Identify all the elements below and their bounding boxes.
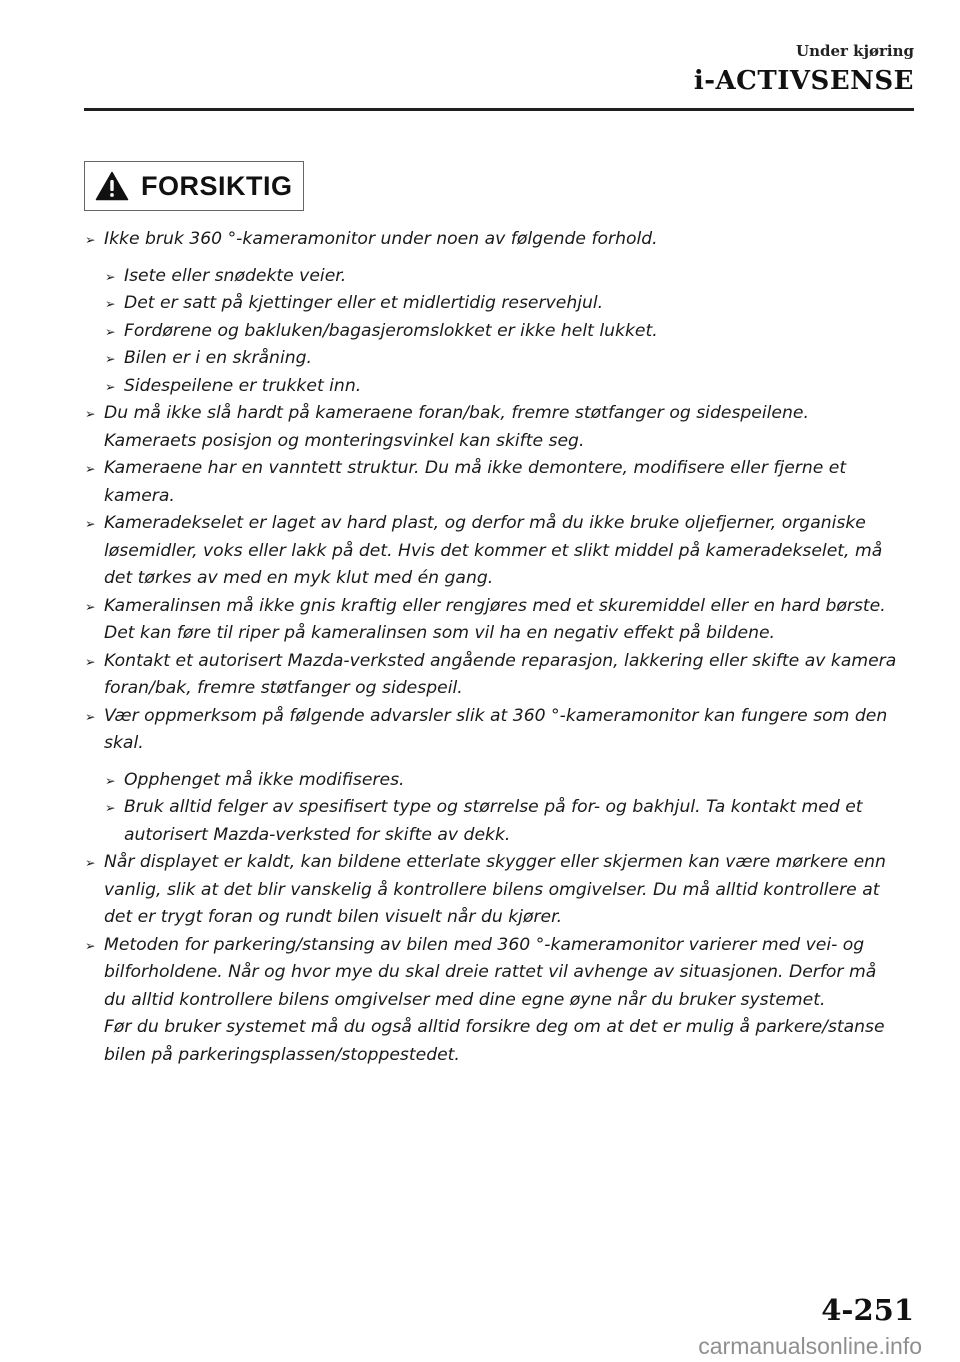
- item-text-line: skal.: [104, 733, 144, 753]
- item-text-line: det er trygt foran og rundt bilen visuelt når du kjører.: [104, 907, 563, 927]
- sub-list-item: [104, 767, 919, 795]
- item-text-line: bilen på parkeringsplassen/stoppestedet.: [104, 1044, 460, 1065]
- item-text-line: Kameradekselet er laget av hard plast, og derfor må du ikke bruke oljefjerner, organiske: [104, 513, 866, 533]
- item-text-line: Sidespeilene er trukket inn.: [124, 375, 362, 396]
- item-text-line: foran/bak, fremre støtfanger og sidespeil.: [104, 678, 463, 698]
- bullet-arrow-icon: ➢: [105, 378, 116, 394]
- item-text-line: Når displayet er kaldt, kan bildene etterlate skygger eller skjermen kan være mørkere enn: [104, 852, 886, 872]
- bullet-arrow-icon: ➢: [85, 461, 96, 476]
- item-text-line: Kontakt et autorisert Mazda-verksted angående reparasjon, lakkering eller skifte av kamera: [104, 650, 897, 671]
- bullet-arrow-icon: ➢: [85, 855, 96, 870]
- item-text-line: Opphenget må ikke modifiseres.: [124, 769, 405, 790]
- sub-list-item: [104, 290, 919, 318]
- list-item: [84, 226, 919, 254]
- item-text-line: Det kan føre til riper på kameralinsen som vil ha en negativ effekt på bildene.: [104, 623, 776, 643]
- item-text-line: autorisert Mazda-verksted for skifte av dekk.: [124, 824, 511, 845]
- item-text-line: Vær oppmerksom på følgende advarsler slik at 360 °-kameramonitor kan fungere som den: [104, 705, 888, 726]
- sub-list-item: [104, 345, 919, 373]
- list-item: [84, 455, 919, 510]
- bullet-arrow-icon: ➢: [105, 772, 116, 788]
- chapter-title: Under kjøring: [796, 42, 914, 60]
- item-text-line: Metoden for parkering/stansing av bilen med 360 °-kameramonitor varierer med vei- og: [104, 934, 865, 955]
- bullet-arrow-icon: ➢: [85, 708, 96, 724]
- caution-label: FORSIKTIG: [141, 170, 293, 201]
- running-header: [694, 42, 914, 96]
- header-rule: [84, 108, 914, 111]
- list-item: [84, 593, 919, 648]
- item-text-line: kamera.: [104, 485, 175, 506]
- sub-list-item: [104, 794, 919, 849]
- item-text-line: Kameralinsen må ikke gnis kraftig eller rengjøres med et skuremiddel eller en hard børste.: [104, 595, 886, 616]
- bullet-arrow-icon: ➢: [105, 351, 116, 366]
- item-text-line: løsemidler, voks eller lakk på det. Hvis det kommer et slikt middel på kameradekselet, må: [104, 540, 883, 561]
- item-text-line: Fordørene og bakluken/bagasjeromslokket er ikke helt lukket.: [124, 320, 658, 341]
- item-text-line: du alltid kontrollere bilens omgivelser med dine egne øyne når du bruker systemet.: [104, 989, 826, 1010]
- sub-list-item: [104, 318, 919, 346]
- sub-list-item: [104, 373, 919, 401]
- bullet-arrow-icon: ➢: [85, 653, 96, 669]
- watermark-link[interactable]: carmanualsonline.info: [698, 1333, 922, 1359]
- item-text-line: Før du bruker systemet må du også alltid forsikre deg om at det er mulig å parkere/stanse: [104, 1017, 885, 1037]
- item-text-line: bilforholdene. Når og hvor mye du skal dreie rattet vil avhenge av situasjonen. Derfor må: [104, 962, 877, 982]
- item-text-line: Ikke bruk 360 °-kameramonitor under noen av følgende forhold.: [104, 229, 658, 249]
- item-text-line: Isete eller snødekte veier.: [124, 265, 347, 286]
- item-text-line: Kameraets posisjon og monteringsvinkel kan skifte seg.: [104, 430, 585, 451]
- bullet-arrow-icon: ➢: [85, 937, 96, 953]
- item-text-line: det tørkes av med en myk klut med én gang.: [104, 568, 494, 588]
- sub-list-item: [104, 263, 919, 291]
- bullet-arrow-icon: ➢: [105, 296, 116, 311]
- list-item: [84, 400, 919, 455]
- list-item: [84, 849, 919, 932]
- page-number: 4-251: [821, 1293, 914, 1327]
- list-item: [84, 932, 919, 1070]
- bullet-arrow-icon: ➢: [85, 516, 96, 531]
- item-text-line: Bilen er i en skråning.: [124, 348, 312, 368]
- warning-triangle-icon: [95, 171, 129, 201]
- bullet-arrow-icon: ➢: [85, 232, 96, 247]
- caution-list: [84, 226, 919, 1069]
- list-item: [84, 510, 919, 593]
- section-title: i-ACTIVSENSE: [693, 66, 914, 96]
- bullet-arrow-icon: ➢: [105, 800, 116, 815]
- item-text-line: Bruk alltid felger av spesifisert type og størrelse på for- og bakhjul. Ta kontakt med et: [124, 797, 863, 817]
- item-text-line: Du må ikke slå hardt på kameraene foran/bak, fremre støtfanger og sidespeilene.: [104, 403, 809, 423]
- bullet-arrow-icon: ➢: [105, 268, 116, 284]
- bullet-arrow-icon: ➢: [105, 323, 116, 339]
- bullet-arrow-icon: ➢: [85, 598, 96, 614]
- list-item: [84, 648, 919, 703]
- item-text-line: vanlig, slik at det blir vanskelig å kontrollere bilens omgivelser. Du må alltid kontrollere at: [104, 879, 880, 900]
- item-text-line: Kameraene har en vanntett struktur. Du må ikke demontere, modifisere eller fjerne et: [104, 458, 847, 478]
- bullet-arrow-icon: ➢: [85, 406, 96, 421]
- item-text-line: Det er satt på kjettinger eller et midlertidig reservehjul.: [124, 293, 604, 313]
- list-item: [84, 703, 919, 758]
- caution-box: [84, 161, 304, 211]
